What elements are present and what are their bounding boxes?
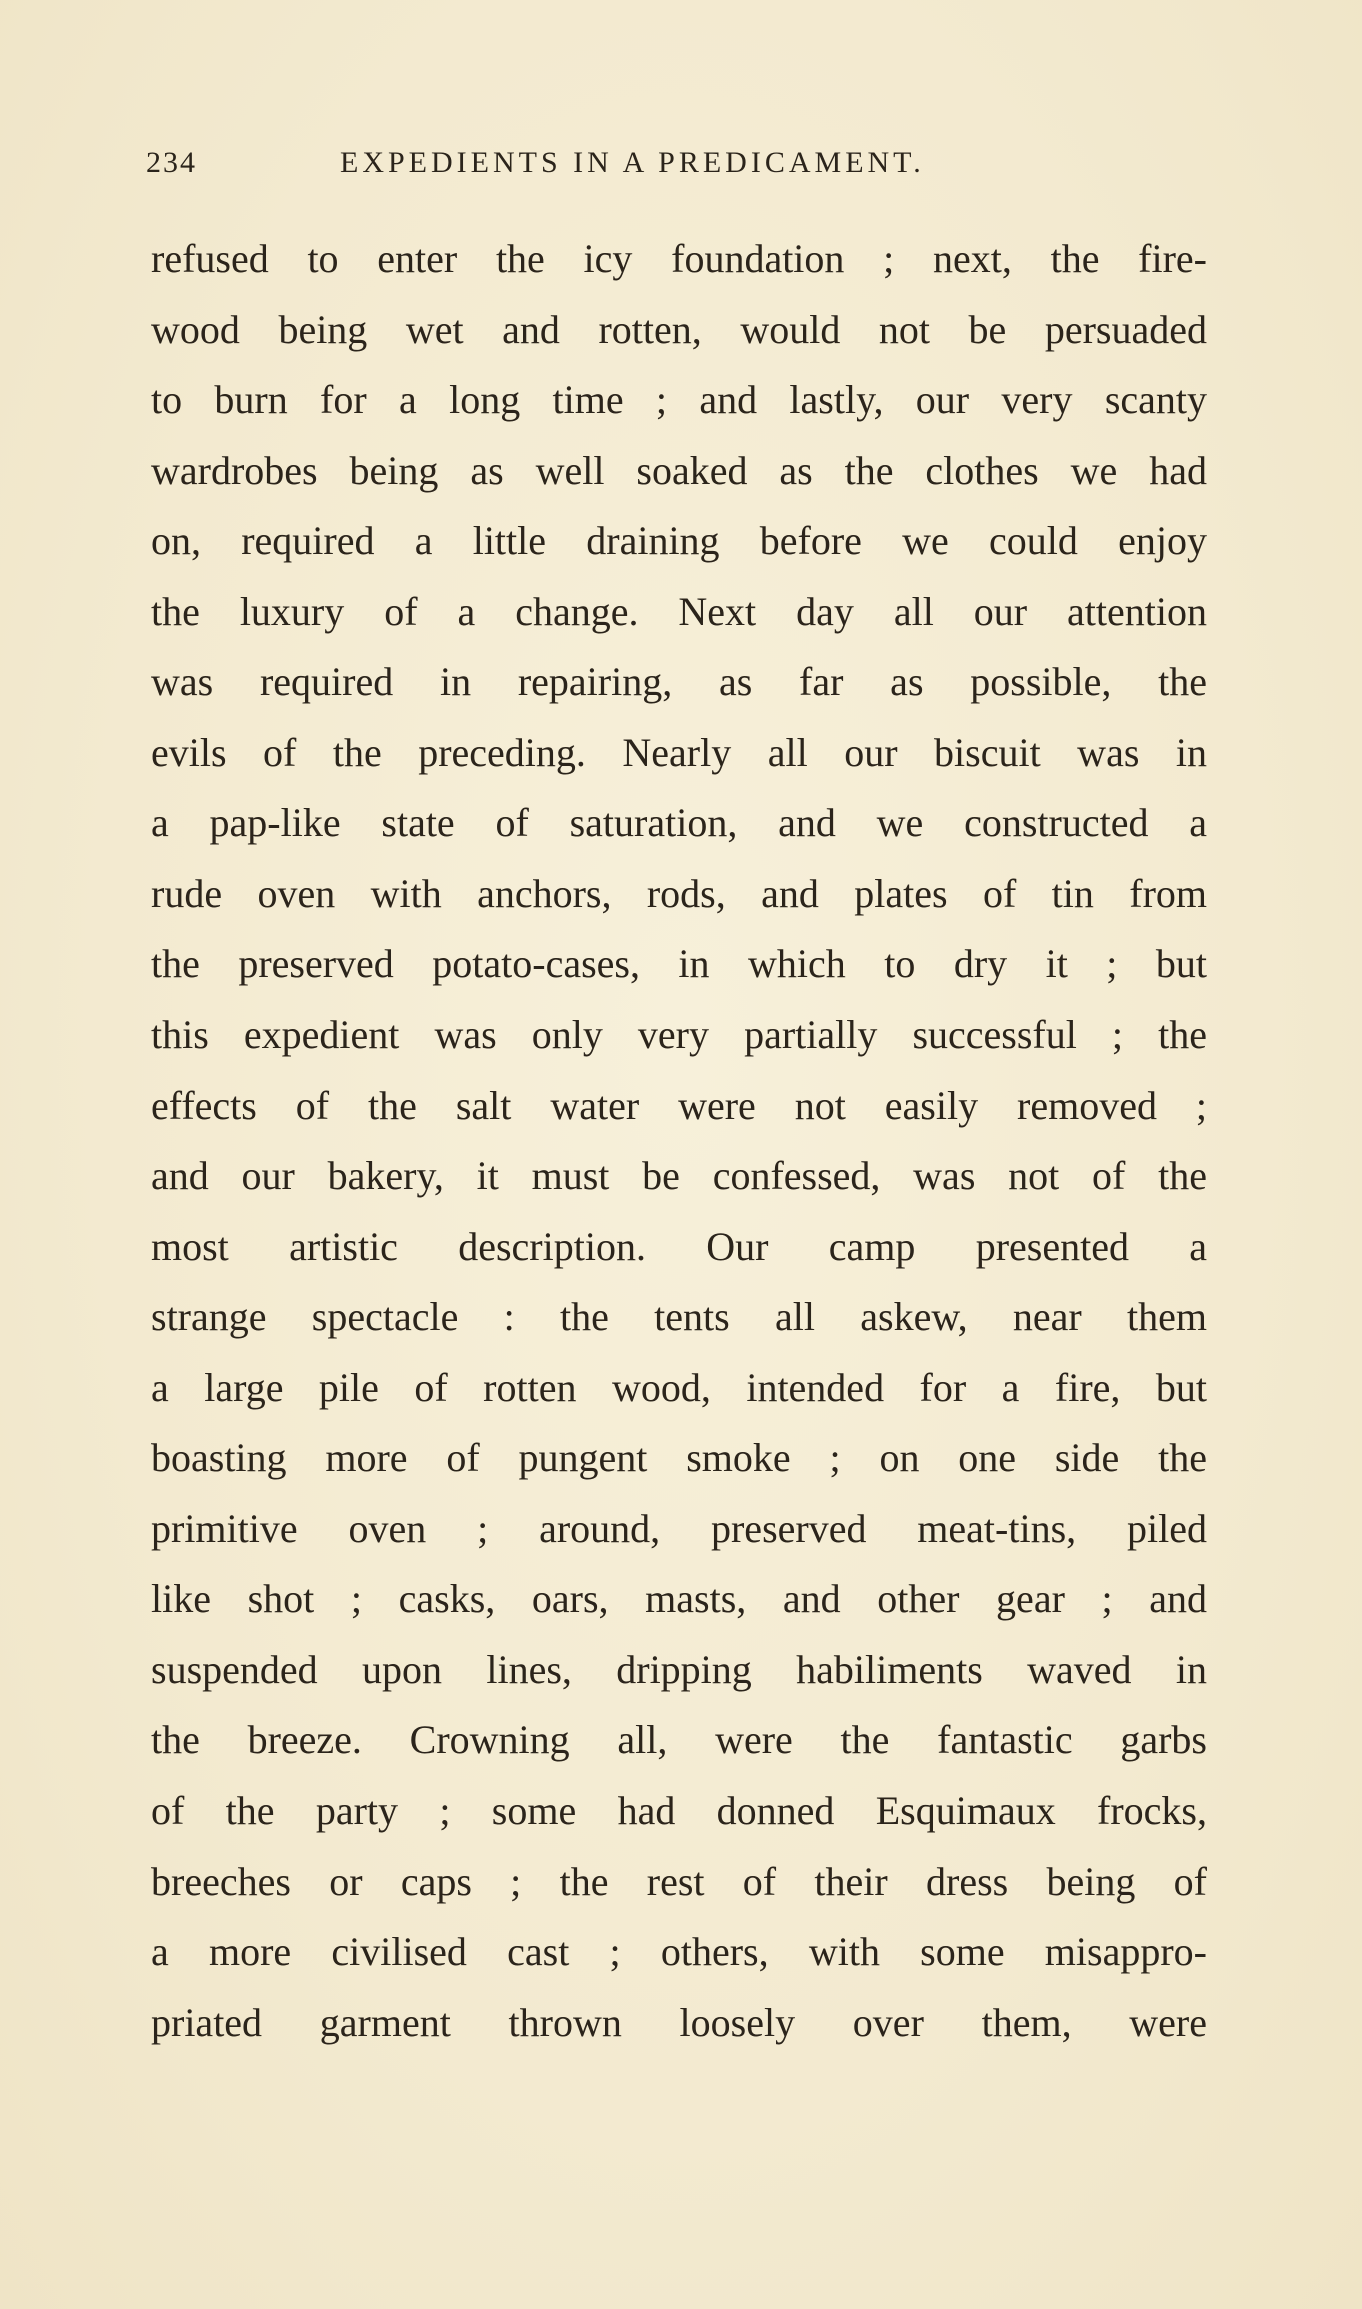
page-number: 234 <box>146 146 197 179</box>
text-line: the luxury of a change. Next day all our attention <box>151 588 1207 634</box>
text-line: boasting more of pungent smoke ; on one side the <box>151 1435 1207 1481</box>
text-line: to burn for a long time ; and lastly, our very scanty <box>151 377 1207 423</box>
text-line: this expedient was only very partially successful ; the <box>151 1012 1207 1058</box>
text-line: and our bakery, it must be confessed, was not of the <box>151 1153 1207 1199</box>
text-line: most artistic description. Our camp presented a <box>151 1223 1207 1269</box>
body-text <box>151 224 1207 2058</box>
text-line: a more civilised cast ; others, with some misappro- <box>151 1929 1207 1975</box>
text-line: strange spectacle : the tents all askew, near them <box>151 1294 1207 1340</box>
text-line: refused to enter the icy foundation ; next, the fire- <box>151 236 1207 281</box>
running-head <box>146 146 1206 194</box>
text-line: was required in repairing, as far as possible, the <box>151 659 1207 705</box>
text-line: wardrobes being as well soaked as the clothes we had <box>151 447 1207 493</box>
text-line: breeches or caps ; the rest of their dress being of <box>151 1858 1207 1904</box>
text-line: the breeze. Crowning all, were the fantastic garbs <box>151 1717 1207 1763</box>
text-line: like shot ; casks, oars, masts, and other gear ; and <box>151 1576 1207 1622</box>
running-title: EXPEDIENTS IN A PREDICAMENT. <box>340 146 925 179</box>
text-line: the preserved potato-cases, in which to dry it ; but <box>151 941 1207 987</box>
text-line: evils of the preceding. Nearly all our biscuit was in <box>151 729 1207 775</box>
text-line: suspended upon lines, dripping habiliments waved in <box>151 1646 1207 1692</box>
text-line: priated garment thrown loosely over them, were <box>151 1999 1207 2045</box>
text-line: rude oven with anchors, rods, and plates of tin from <box>151 870 1207 916</box>
text-line: on, required a little draining before we could enjoy <box>151 518 1207 564</box>
text-line: effects of the salt water were not easily removed ; <box>151 1082 1207 1128</box>
text-line: primitive oven ; around, preserved meat-tins, piled <box>151 1505 1207 1551</box>
text-line: a large pile of rotten wood, intended for a fire, but <box>151 1364 1207 1410</box>
text-line: a pap-like state of saturation, and we constructed a <box>151 800 1207 846</box>
text-line: wood being wet and rotten, would not be persuaded <box>151 306 1207 352</box>
text-line: of the party ; some had donned Esquimaux frocks, <box>151 1788 1207 1834</box>
